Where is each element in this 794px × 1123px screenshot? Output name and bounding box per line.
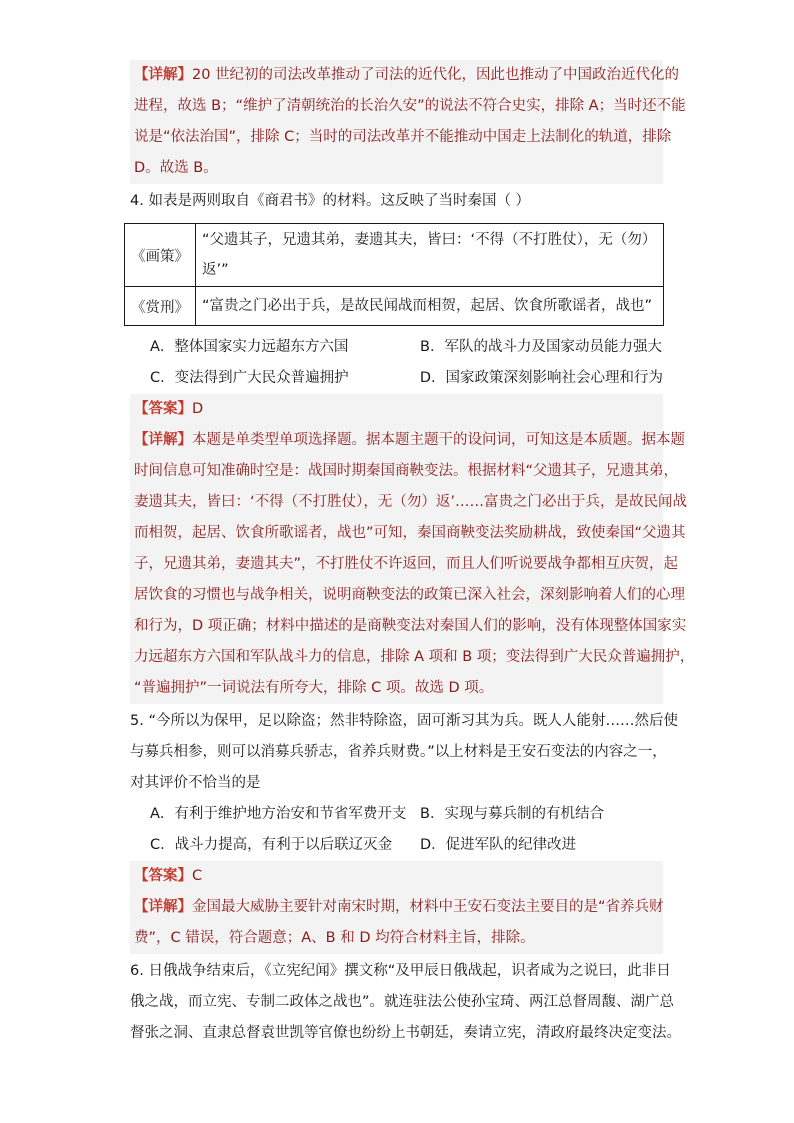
page-content (130, 60, 695, 1049)
table-cell-source: 《赏刑》 (125, 287, 196, 326)
answer-label: 【答案】 (134, 868, 192, 884)
q4-detail-line-7: 和行为，D 项正确；材料中描述的是商鞅变法对秦国人们的影响，没有体现整体国家实 (134, 618, 687, 634)
detail-label: 【详解】 (134, 67, 192, 83)
q3-detail-line-2: 进程，故选 B；“维护了清朝统治的长治久安”的说法不符合史实，排除 A；当时还不能 (134, 98, 686, 114)
q3-detail-line-4: D。故选 B。 (134, 160, 218, 176)
q4-detail-line-6: 居饮食的习惯也与战争相关，说明商鞅变法的政策已深入社会，深刻影响着人们的心理 (134, 587, 685, 603)
q4-option-c[interactable]: C．变法得到广大民众普遍拥护 (150, 370, 349, 386)
q3-explanation (130, 60, 686, 184)
q5-options-row-2 (130, 830, 663, 861)
q4-explanation (130, 394, 695, 704)
q5-options-row-1 (130, 799, 663, 830)
q5-explanation (130, 861, 663, 954)
table-cell-quote: “父遗其子，兄遗其弟，妻遗其夫，皆曰：‘不得（不打胜仗），无（勿）返’” (196, 224, 664, 287)
q4-detail-line-2: 时间信息可知准确时空是：战国时期秦国商鞅变法。根据材料“父遗其子，兄遗其弟， (134, 463, 679, 479)
q5-option-c[interactable]: C．战斗力提高，有利于以后联辽灭金 (150, 837, 393, 853)
q5-option-d[interactable]: D．促进军队的纪律改进 (420, 837, 577, 853)
q6-stem-line-2: 俄之战，而立宪、专制二政体之战也”。就连驻法公使孙宝琦、两江总督周馥、湖广总 (130, 994, 675, 1010)
q4-detail-line-4: 而相贺，起居、饮食所歌谣者，战也”可知，秦国商鞅变法奖励耕战，致使秦国“父遗其 (134, 525, 686, 541)
q4-answer: 【答案】D (134, 401, 204, 417)
q5-option-a[interactable]: A．有利于维护地方治安和节省军费开支 (150, 806, 407, 822)
q4-options-row-2 (130, 363, 663, 394)
table-cell-source: 《画策》 (125, 224, 196, 287)
q4-option-a[interactable]: A．整体国家实力远超东方六国 (150, 339, 349, 355)
q4-material-table (124, 223, 664, 326)
q3-detail-line-3: 说是“依法治国”，排除 C；当时的司法改革并不能推动中国走上法制化的轨道，排除 (134, 129, 672, 145)
q4-detail-line-5: 子，兄遗其弟，妻遗其夫”，不打胜仗不许返回，而且人们听说要战争都相互庆贺，起 (134, 556, 679, 572)
q4-options-row-1 (130, 332, 663, 363)
question-5 (130, 706, 678, 954)
detail-label: 【详解】 (134, 899, 192, 915)
table-row (125, 287, 664, 326)
q4-detail-line-8: 力远超东方六国和军队战斗力的信息，排除 A 项和 B 项；变法得到广大民众普遍拥护， (134, 649, 695, 665)
table-cell-quote: “富贵之门必出于兵，是故民闻战而相贺，起居、饮食所歌谣者，战也” (196, 287, 664, 326)
q5-option-b[interactable]: B．实现与募兵制的有机结合 (420, 806, 604, 822)
q4-option-d[interactable]: D．国家政策深刻影响社会心理和行为 (419, 370, 663, 386)
q5-stem-line-2: 与募兵相参，则可以消募兵骄志，省养兵财费。”以上材料是王安石变法的内容之一， (130, 744, 667, 760)
q5-stem-line-1: 5. “今所以为保甲，足以除盗；然非特除盗，固可渐习其为兵。既人人能射……然后使 (130, 713, 678, 729)
answer-label: 【答案】 (134, 401, 192, 417)
q4-detail-line-9: “普遍拥护”一词说法有所夸大，排除 C 项。故选 D 项。 (134, 680, 494, 696)
detail-label: 【详解】 (134, 432, 192, 448)
q5-stem-line-3: 对其评价不恰当的是 (130, 775, 261, 791)
q6-stem-line-3: 督张之洞、直隶总督袁世凯等官僚也纷纷上书朝廷，奏请立宪，清政府最终决定变法。 (130, 1025, 681, 1041)
table-row (125, 224, 664, 287)
q5-answer: 【答案】C (134, 868, 203, 884)
q5-detail-line-1: 【详解】金国最大威胁主要针对南宋时期，材料中王安石变法主要目的是“省养兵财 (134, 899, 664, 915)
q5-detail-line-2: 费”，C 错误，符合题意；A、B 和 D 均符合材料主旨，排除。 (134, 930, 535, 946)
q4-stem: 4. 如表是两则取自《商君书》的材料。这反映了当时秦国（ ） (130, 193, 531, 209)
q3-detail-line-1: 【详解】20 世纪初的司法改革推动了司法的近代化，因此也推动了中国政治近代化的 (134, 67, 680, 83)
question-4 (130, 186, 695, 704)
q4-detail-line-1: 【详解】本题是单类型单项选择题。据本题主题干的设问词，可知这是本质题。据本题 (134, 432, 685, 448)
question-6 (130, 956, 681, 1049)
q4-detail-line-3: 妻遗其夫，皆曰：‘不得（不打胜仗），无（勿）返’……富贵之门必出于兵，是故民闻战 (134, 494, 687, 510)
q4-option-b[interactable]: B．军队的战斗力及国家动员能力强大 (420, 339, 662, 355)
q6-stem-line-1: 6. 日俄战争结束后，《立宪纪闻》撰文称“及甲辰日俄战起，识者咸为之说曰，此非日 (130, 963, 671, 979)
